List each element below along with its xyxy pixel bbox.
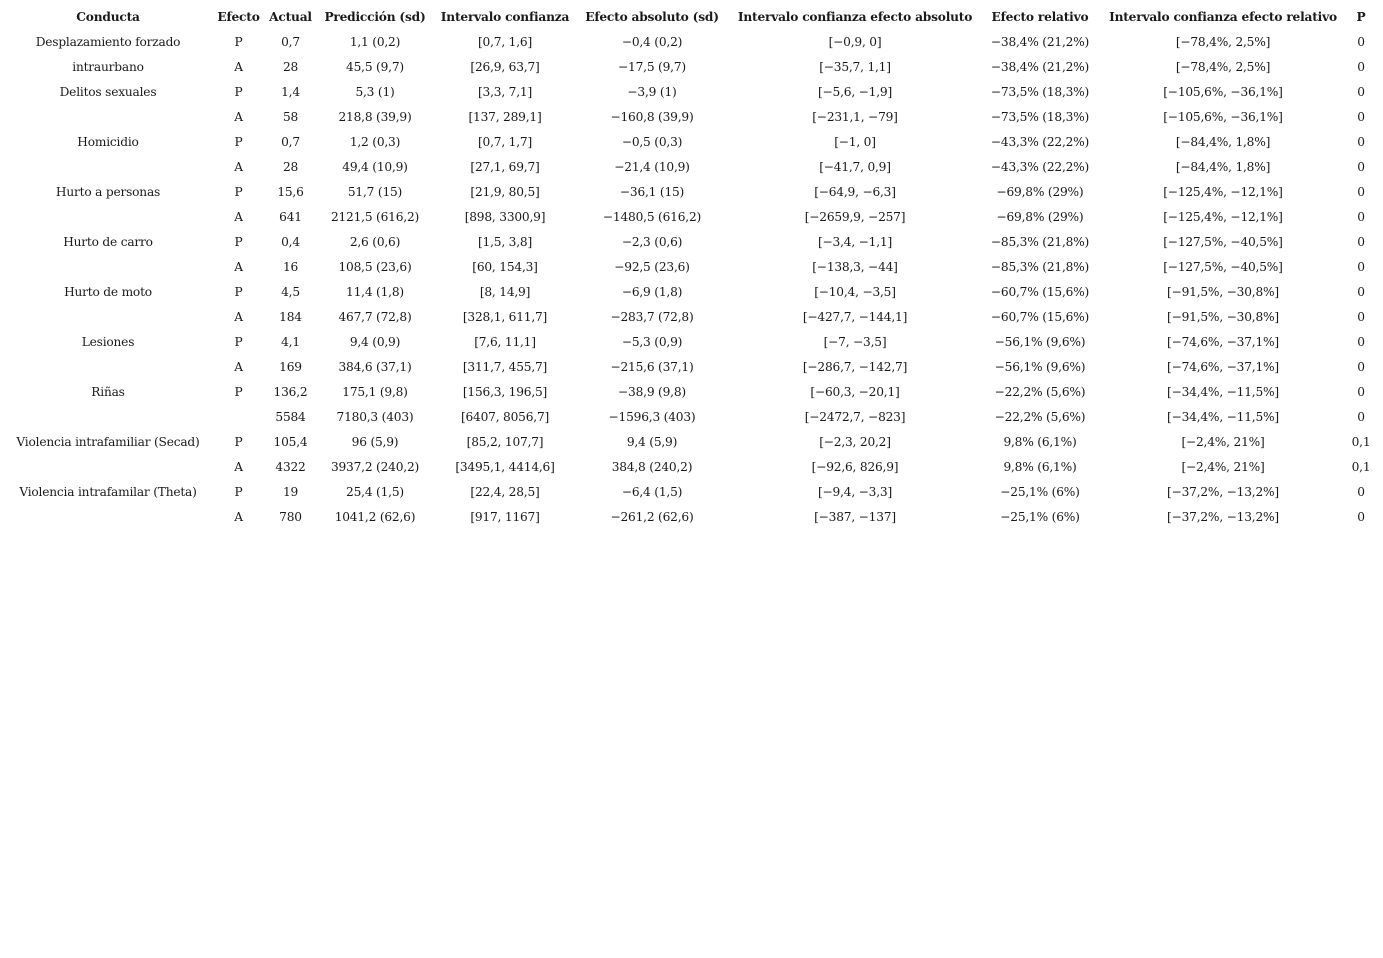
cell-actual: 641 — [279, 209, 302, 224]
table-row — [2, 329, 1372, 354]
cell-actual: 780 — [279, 509, 302, 524]
cell-p: 0 — [1357, 209, 1365, 224]
cell-intervalo-confianza: [60, 154,3] — [472, 259, 538, 274]
cell-efecto-absoluto: −92,5 (23,6) — [614, 259, 690, 274]
cell-p: 0 — [1357, 109, 1365, 124]
cell-actual: 1,4 — [281, 84, 300, 99]
header-efecto-relativo: Efecto relativo — [991, 9, 1089, 24]
cell-actual: 4,1 — [281, 334, 300, 349]
cell-prediccion: 7180,3 (403) — [336, 409, 414, 424]
cell-efecto: P — [234, 434, 243, 449]
cell-intervalo-efecto-absoluto: [−35,7, 1,1] — [819, 59, 891, 74]
cell-intervalo-confianza: [8, 14,9] — [479, 284, 531, 299]
cell-conducta: Hurto de carro — [63, 234, 153, 249]
cell-actual: 19 — [282, 484, 299, 499]
table-row — [2, 254, 1372, 279]
cell-efecto-relativo: −60,7% (15,6%) — [990, 284, 1090, 299]
cell-intervalo-confianza: [22,4, 28,5] — [470, 484, 540, 499]
cell-conducta — [2, 204, 214, 229]
cell-conducta: Violencia intrafamiliar (Secad) — [16, 434, 200, 449]
header-intervalo-efecto-relativo: Intervalo confianza efecto relativo — [1109, 9, 1337, 24]
cell-efecto-relativo: −56,1% (9,6%) — [994, 359, 1086, 374]
cell-intervalo-confianza: [137, 289,1] — [468, 109, 542, 124]
cell-efecto-relativo: 9,8% (6,1%) — [1003, 459, 1077, 474]
cell-efecto-absoluto: −36,1 (15) — [619, 184, 685, 199]
table-row — [2, 379, 1372, 404]
cell-prediccion: 2,6 (0,6) — [349, 234, 401, 249]
cell-p: 0 — [1357, 384, 1365, 399]
cell-efecto: P — [234, 184, 243, 199]
cell-efecto-absoluto: −0,5 (0,3) — [621, 134, 683, 149]
cell-conducta: Violencia intrafamilar (Theta) — [19, 484, 197, 499]
cell-efecto-relativo: 9,8% (6,1%) — [1003, 434, 1077, 449]
cell-intervalo-confianza: [21,9, 80,5] — [470, 184, 540, 199]
cell-efecto-relativo: −25,1% (6%) — [1000, 484, 1080, 499]
cell-efecto: A — [234, 359, 243, 374]
cell-intervalo-efecto-absoluto: [−92,6, 826,9] — [811, 459, 899, 474]
cell-conducta — [2, 254, 214, 279]
table-row — [2, 354, 1372, 379]
cell-intervalo-efecto-absoluto: [−286,7, −142,7] — [802, 359, 908, 374]
table-row — [2, 54, 1372, 79]
cell-efecto-relativo: −43,3% (22,2%) — [990, 159, 1090, 174]
cell-conducta: Hurto a personas — [55, 184, 161, 199]
cell-intervalo-confianza: [0,7, 1,6] — [477, 34, 533, 49]
cell-prediccion: 25,4 (1,5) — [346, 484, 404, 499]
cell-efecto-absoluto: −3,9 (1) — [627, 84, 677, 99]
cell-intervalo-efecto-absoluto: [−41,7, 0,9] — [819, 159, 891, 174]
header-conducta: Conducta — [76, 9, 140, 24]
cell-actual: 16 — [282, 259, 299, 274]
cell-efecto: P — [234, 334, 243, 349]
cell-conducta — [2, 454, 214, 479]
cell-conducta — [2, 354, 214, 379]
cell-conducta: Riñas — [91, 384, 125, 399]
cell-intervalo-confianza: [0,7, 1,7] — [477, 134, 533, 149]
cell-intervalo-efecto-relativo: [−74,6%, −37,1%] — [1167, 359, 1279, 374]
cell-intervalo-efecto-relativo: [−37,2%, −13,2%] — [1167, 509, 1279, 524]
cell-p: 0 — [1357, 409, 1365, 424]
cell-actual: 28 — [282, 159, 299, 174]
header-intervalo-efecto-absoluto: Intervalo confianza efecto absoluto — [737, 9, 973, 24]
cell-efecto: A — [234, 59, 243, 74]
cell-actual: 5584 — [275, 409, 306, 424]
cell-prediccion: 218,8 (39,9) — [338, 109, 412, 124]
cell-p: 0 — [1357, 184, 1365, 199]
cell-prediccion: 49,4 (10,9) — [342, 159, 408, 174]
cell-conducta — [2, 304, 214, 329]
cell-conducta: intraurbano — [72, 59, 144, 74]
cell-intervalo-efecto-absoluto: [−1, 0] — [834, 134, 876, 149]
cell-efecto: P — [234, 484, 243, 499]
cell-actual: 28 — [282, 59, 299, 74]
cell-p: 0 — [1357, 159, 1365, 174]
cell-efecto: P — [234, 284, 243, 299]
cell-actual: 4322 — [275, 459, 306, 474]
cell-intervalo-confianza: [7,6, 11,1] — [474, 334, 536, 349]
cell-efecto-absoluto: −261,2 (62,6) — [610, 509, 694, 524]
cell-intervalo-confianza: [156,3, 196,5] — [462, 384, 548, 399]
cell-efecto-absoluto: −38,9 (9,8) — [618, 384, 686, 399]
cell-conducta: Lesiones — [81, 334, 135, 349]
cell-actual: 184 — [279, 309, 302, 324]
cell-intervalo-efecto-relativo: [−37,2%, −13,2%] — [1167, 484, 1279, 499]
cell-efecto: A — [234, 109, 243, 124]
table-row — [2, 279, 1372, 304]
cell-prediccion: 1041,2 (62,6) — [334, 509, 416, 524]
cell-efecto-relativo: −69,8% (29%) — [996, 184, 1084, 199]
cell-efecto-absoluto: −6,4 (1,5) — [621, 484, 683, 499]
header-intervalo-confianza: Intervalo confianza — [440, 9, 570, 24]
cell-intervalo-efecto-absoluto: [−5,6, −1,9] — [817, 84, 893, 99]
table-body — [2, 29, 1372, 529]
cell-efecto-absoluto: −1596,3 (403) — [608, 409, 696, 424]
cell-efecto: A — [234, 209, 243, 224]
cell-efecto-relativo: −85,3% (21,8%) — [990, 259, 1090, 274]
cell-efecto-relativo: −85,3% (21,8%) — [990, 234, 1090, 249]
cell-p: 0 — [1357, 234, 1365, 249]
table-row — [2, 304, 1372, 329]
cell-intervalo-confianza: [3,3, 7,1] — [477, 84, 533, 99]
cell-efecto-absoluto: −283,7 (72,8) — [610, 309, 694, 324]
cell-efecto-relativo: −38,4% (21,2%) — [990, 59, 1090, 74]
cell-prediccion: 9,4 (0,9) — [349, 334, 401, 349]
cell-efecto-relativo: −38,4% (21,2%) — [990, 34, 1090, 49]
cell-intervalo-efecto-relativo: [−91,5%, −30,8%] — [1167, 284, 1279, 299]
cell-efecto-relativo: −60,7% (15,6%) — [990, 309, 1090, 324]
cell-intervalo-efecto-relativo: [−125,4%, −12,1%] — [1163, 184, 1283, 199]
cell-efecto-relativo: −69,8% (29%) — [996, 209, 1084, 224]
cell-efecto — [214, 404, 263, 429]
cell-intervalo-efecto-relativo: [−127,5%, −40,5%] — [1163, 259, 1283, 274]
cell-intervalo-efecto-relativo: [−125,4%, −12,1%] — [1163, 209, 1283, 224]
cell-intervalo-efecto-absoluto: [−3,4, −1,1] — [817, 234, 893, 249]
cell-actual: 169 — [279, 359, 302, 374]
cell-prediccion: 175,1 (9,8) — [342, 384, 408, 399]
cell-efecto-relativo: −22,2% (5,6%) — [994, 409, 1086, 424]
cell-actual: 4,5 — [281, 284, 300, 299]
cell-actual: 0,7 — [281, 34, 300, 49]
cell-actual: 105,4 — [273, 434, 308, 449]
table-row — [2, 479, 1372, 504]
cell-efecto-absoluto: −21,4 (10,9) — [614, 159, 690, 174]
cell-prediccion: 96 (5,9) — [351, 434, 399, 449]
cell-efecto-relativo: −56,1% (9,6%) — [994, 334, 1086, 349]
table-row — [2, 229, 1372, 254]
cell-prediccion: 45,5 (9,7) — [346, 59, 404, 74]
header-efecto: Efecto — [217, 9, 260, 24]
cell-intervalo-confianza: [311,7, 455,7] — [462, 359, 548, 374]
cell-p: 0,1 — [1351, 434, 1371, 449]
cell-p: 0 — [1357, 134, 1365, 149]
cell-efecto-relativo: −25,1% (6%) — [1000, 509, 1080, 524]
cell-intervalo-confianza: [26,9, 63,7] — [470, 59, 540, 74]
table-row — [2, 404, 1372, 429]
cell-prediccion: 384,6 (37,1) — [338, 359, 412, 374]
header-prediccion: Predicción (sd) — [324, 9, 426, 24]
cell-efecto-absoluto: −17,5 (9,7) — [618, 59, 686, 74]
cell-efecto-absoluto: −0,4 (0,2) — [621, 34, 683, 49]
cell-intervalo-efecto-absoluto: [−0,9, 0] — [828, 34, 882, 49]
cell-p: 0 — [1357, 59, 1365, 74]
cell-intervalo-efecto-relativo: [−78,4%, 2,5%] — [1175, 34, 1271, 49]
cell-intervalo-efecto-absoluto: [−387, −137] — [814, 509, 896, 524]
cell-prediccion: 1,2 (0,3) — [349, 134, 401, 149]
cell-intervalo-efecto-relativo: [−78,4%, 2,5%] — [1175, 59, 1271, 74]
cell-conducta: Hurto de moto — [64, 284, 152, 299]
cell-actual: 58 — [282, 109, 299, 124]
cell-conducta — [2, 404, 214, 429]
cell-efecto-absoluto: 384,8 (240,2) — [611, 459, 693, 474]
cell-intervalo-efecto-relativo: [−127,5%, −40,5%] — [1163, 234, 1283, 249]
cell-p: 0 — [1357, 509, 1365, 524]
header-p: P — [1356, 9, 1366, 24]
cell-intervalo-confianza: [3495,1, 4414,6] — [455, 459, 555, 474]
cell-conducta — [2, 104, 214, 129]
cell-efecto: P — [234, 134, 243, 149]
cell-efecto-absoluto: −6,9 (1,8) — [621, 284, 683, 299]
cell-prediccion: 467,7 (72,8) — [338, 309, 412, 324]
cell-intervalo-efecto-absoluto: [−9,4, −3,3] — [817, 484, 893, 499]
cell-efecto: A — [234, 259, 243, 274]
cell-efecto-relativo: −73,5% (18,3%) — [990, 84, 1090, 99]
cell-actual: 15,6 — [277, 184, 304, 199]
cell-efecto-absoluto: −2,3 (0,6) — [621, 234, 683, 249]
table-row — [2, 154, 1372, 179]
cell-intervalo-confianza: [917, 1167] — [470, 509, 540, 524]
cell-intervalo-efecto-relativo: [−91,5%, −30,8%] — [1167, 309, 1279, 324]
cell-prediccion: 2121,5 (616,2) — [330, 209, 420, 224]
cell-p: 0 — [1357, 284, 1365, 299]
cell-efecto: P — [234, 234, 243, 249]
results-table — [2, 4, 1372, 529]
cell-intervalo-efecto-absoluto: [−231,1, −79] — [812, 109, 898, 124]
cell-efecto: P — [234, 84, 243, 99]
cell-p: 0 — [1357, 259, 1365, 274]
cell-p: 0 — [1357, 309, 1365, 324]
cell-intervalo-efecto-absoluto: [−10,4, −3,5] — [814, 284, 896, 299]
cell-intervalo-efecto-absoluto: [−138,3, −44] — [812, 259, 898, 274]
table-row — [2, 104, 1372, 129]
cell-prediccion: 11,4 (1,8) — [346, 284, 404, 299]
cell-conducta — [2, 154, 214, 179]
table-row — [2, 29, 1372, 54]
cell-p: 0 — [1357, 34, 1365, 49]
cell-conducta: Delitos sexuales — [59, 84, 157, 99]
table-row — [2, 129, 1372, 154]
cell-intervalo-confianza: [27,1, 69,7] — [470, 159, 540, 174]
cell-intervalo-efecto-absoluto: [−2,3, 20,2] — [819, 434, 891, 449]
cell-intervalo-confianza: [898, 3300,9] — [464, 209, 546, 224]
cell-p: 0,1 — [1351, 459, 1371, 474]
table-row — [2, 79, 1372, 104]
cell-intervalo-efecto-absoluto: [−2472,7, −823] — [804, 409, 906, 424]
cell-prediccion: 108,5 (23,6) — [338, 259, 412, 274]
cell-efecto: A — [234, 459, 243, 474]
cell-intervalo-efecto-relativo: [−105,6%, −36,1%] — [1163, 84, 1283, 99]
cell-intervalo-efecto-relativo: [−84,4%, 1,8%] — [1175, 159, 1271, 174]
cell-intervalo-efecto-relativo: [−2,4%, 21%] — [1181, 459, 1265, 474]
cell-intervalo-efecto-absoluto: [−427,7, −144,1] — [802, 309, 908, 324]
cell-prediccion: 51,7 (15) — [347, 184, 403, 199]
cell-efecto-absoluto: −160,8 (39,9) — [610, 109, 694, 124]
cell-prediccion: 1,1 (0,2) — [349, 34, 401, 49]
cell-p: 0 — [1357, 484, 1365, 499]
cell-intervalo-confianza: [328,1, 611,7] — [462, 309, 548, 324]
cell-intervalo-efecto-relativo: [−34,4%, −11,5%] — [1167, 409, 1279, 424]
table-row — [2, 204, 1372, 229]
cell-intervalo-efecto-relativo: [−74,6%, −37,1%] — [1167, 334, 1279, 349]
cell-efecto-relativo: −22,2% (5,6%) — [994, 384, 1086, 399]
cell-intervalo-efecto-relativo: [−84,4%, 1,8%] — [1175, 134, 1271, 149]
cell-p: 0 — [1357, 334, 1365, 349]
cell-intervalo-efecto-absoluto: [−2659,9, −257] — [804, 209, 906, 224]
cell-efecto-relativo: −73,5% (18,3%) — [990, 109, 1090, 124]
cell-actual: 0,4 — [281, 234, 300, 249]
cell-efecto-absoluto: −5,3 (0,9) — [621, 334, 683, 349]
cell-efecto-absoluto: 9,4 (5,9) — [626, 434, 678, 449]
cell-conducta — [2, 504, 214, 529]
table-row — [2, 504, 1372, 529]
cell-efecto-relativo: −43,3% (22,2%) — [990, 134, 1090, 149]
cell-efecto: P — [234, 34, 243, 49]
cell-efecto: A — [234, 309, 243, 324]
cell-conducta: Homicidio — [77, 134, 139, 149]
cell-intervalo-efecto-absoluto: [−7, −3,5] — [823, 334, 887, 349]
table-row — [2, 179, 1372, 204]
cell-actual: 136,2 — [273, 384, 308, 399]
cell-intervalo-efecto-absoluto: [−64,9, −6,3] — [814, 184, 896, 199]
table-row — [2, 429, 1372, 454]
cell-intervalo-efecto-absoluto: [−60,3, −20,1] — [810, 384, 900, 399]
cell-intervalo-efecto-relativo: [−34,4%, −11,5%] — [1167, 384, 1279, 399]
cell-prediccion: 3937,2 (240,2) — [330, 459, 420, 474]
cell-p: 0 — [1357, 84, 1365, 99]
cell-intervalo-efecto-relativo: [−105,6%, −36,1%] — [1163, 109, 1283, 124]
cell-intervalo-efecto-relativo: [−2,4%, 21%] — [1181, 434, 1265, 449]
cell-intervalo-confianza: [85,2, 107,7] — [466, 434, 544, 449]
cell-efecto: A — [234, 159, 243, 174]
table-row — [2, 454, 1372, 479]
cell-prediccion: 5,3 (1) — [355, 84, 395, 99]
cell-conducta: Desplazamiento forzado — [35, 34, 181, 49]
cell-actual: 0,7 — [281, 134, 300, 149]
header-actual: Actual — [269, 9, 312, 24]
cell-intervalo-confianza: [6407, 8056,7] — [460, 409, 550, 424]
cell-intervalo-confianza: [1,5, 3,8] — [477, 234, 533, 249]
cell-p: 0 — [1357, 359, 1365, 374]
cell-efecto-absoluto: −215,6 (37,1) — [610, 359, 694, 374]
cell-efecto: A — [234, 509, 243, 524]
header-row — [2, 4, 1372, 29]
cell-efecto: P — [234, 384, 243, 399]
header-efecto-absoluto: Efecto absoluto (sd) — [585, 9, 719, 24]
cell-efecto-absoluto: −1480,5 (616,2) — [602, 209, 702, 224]
